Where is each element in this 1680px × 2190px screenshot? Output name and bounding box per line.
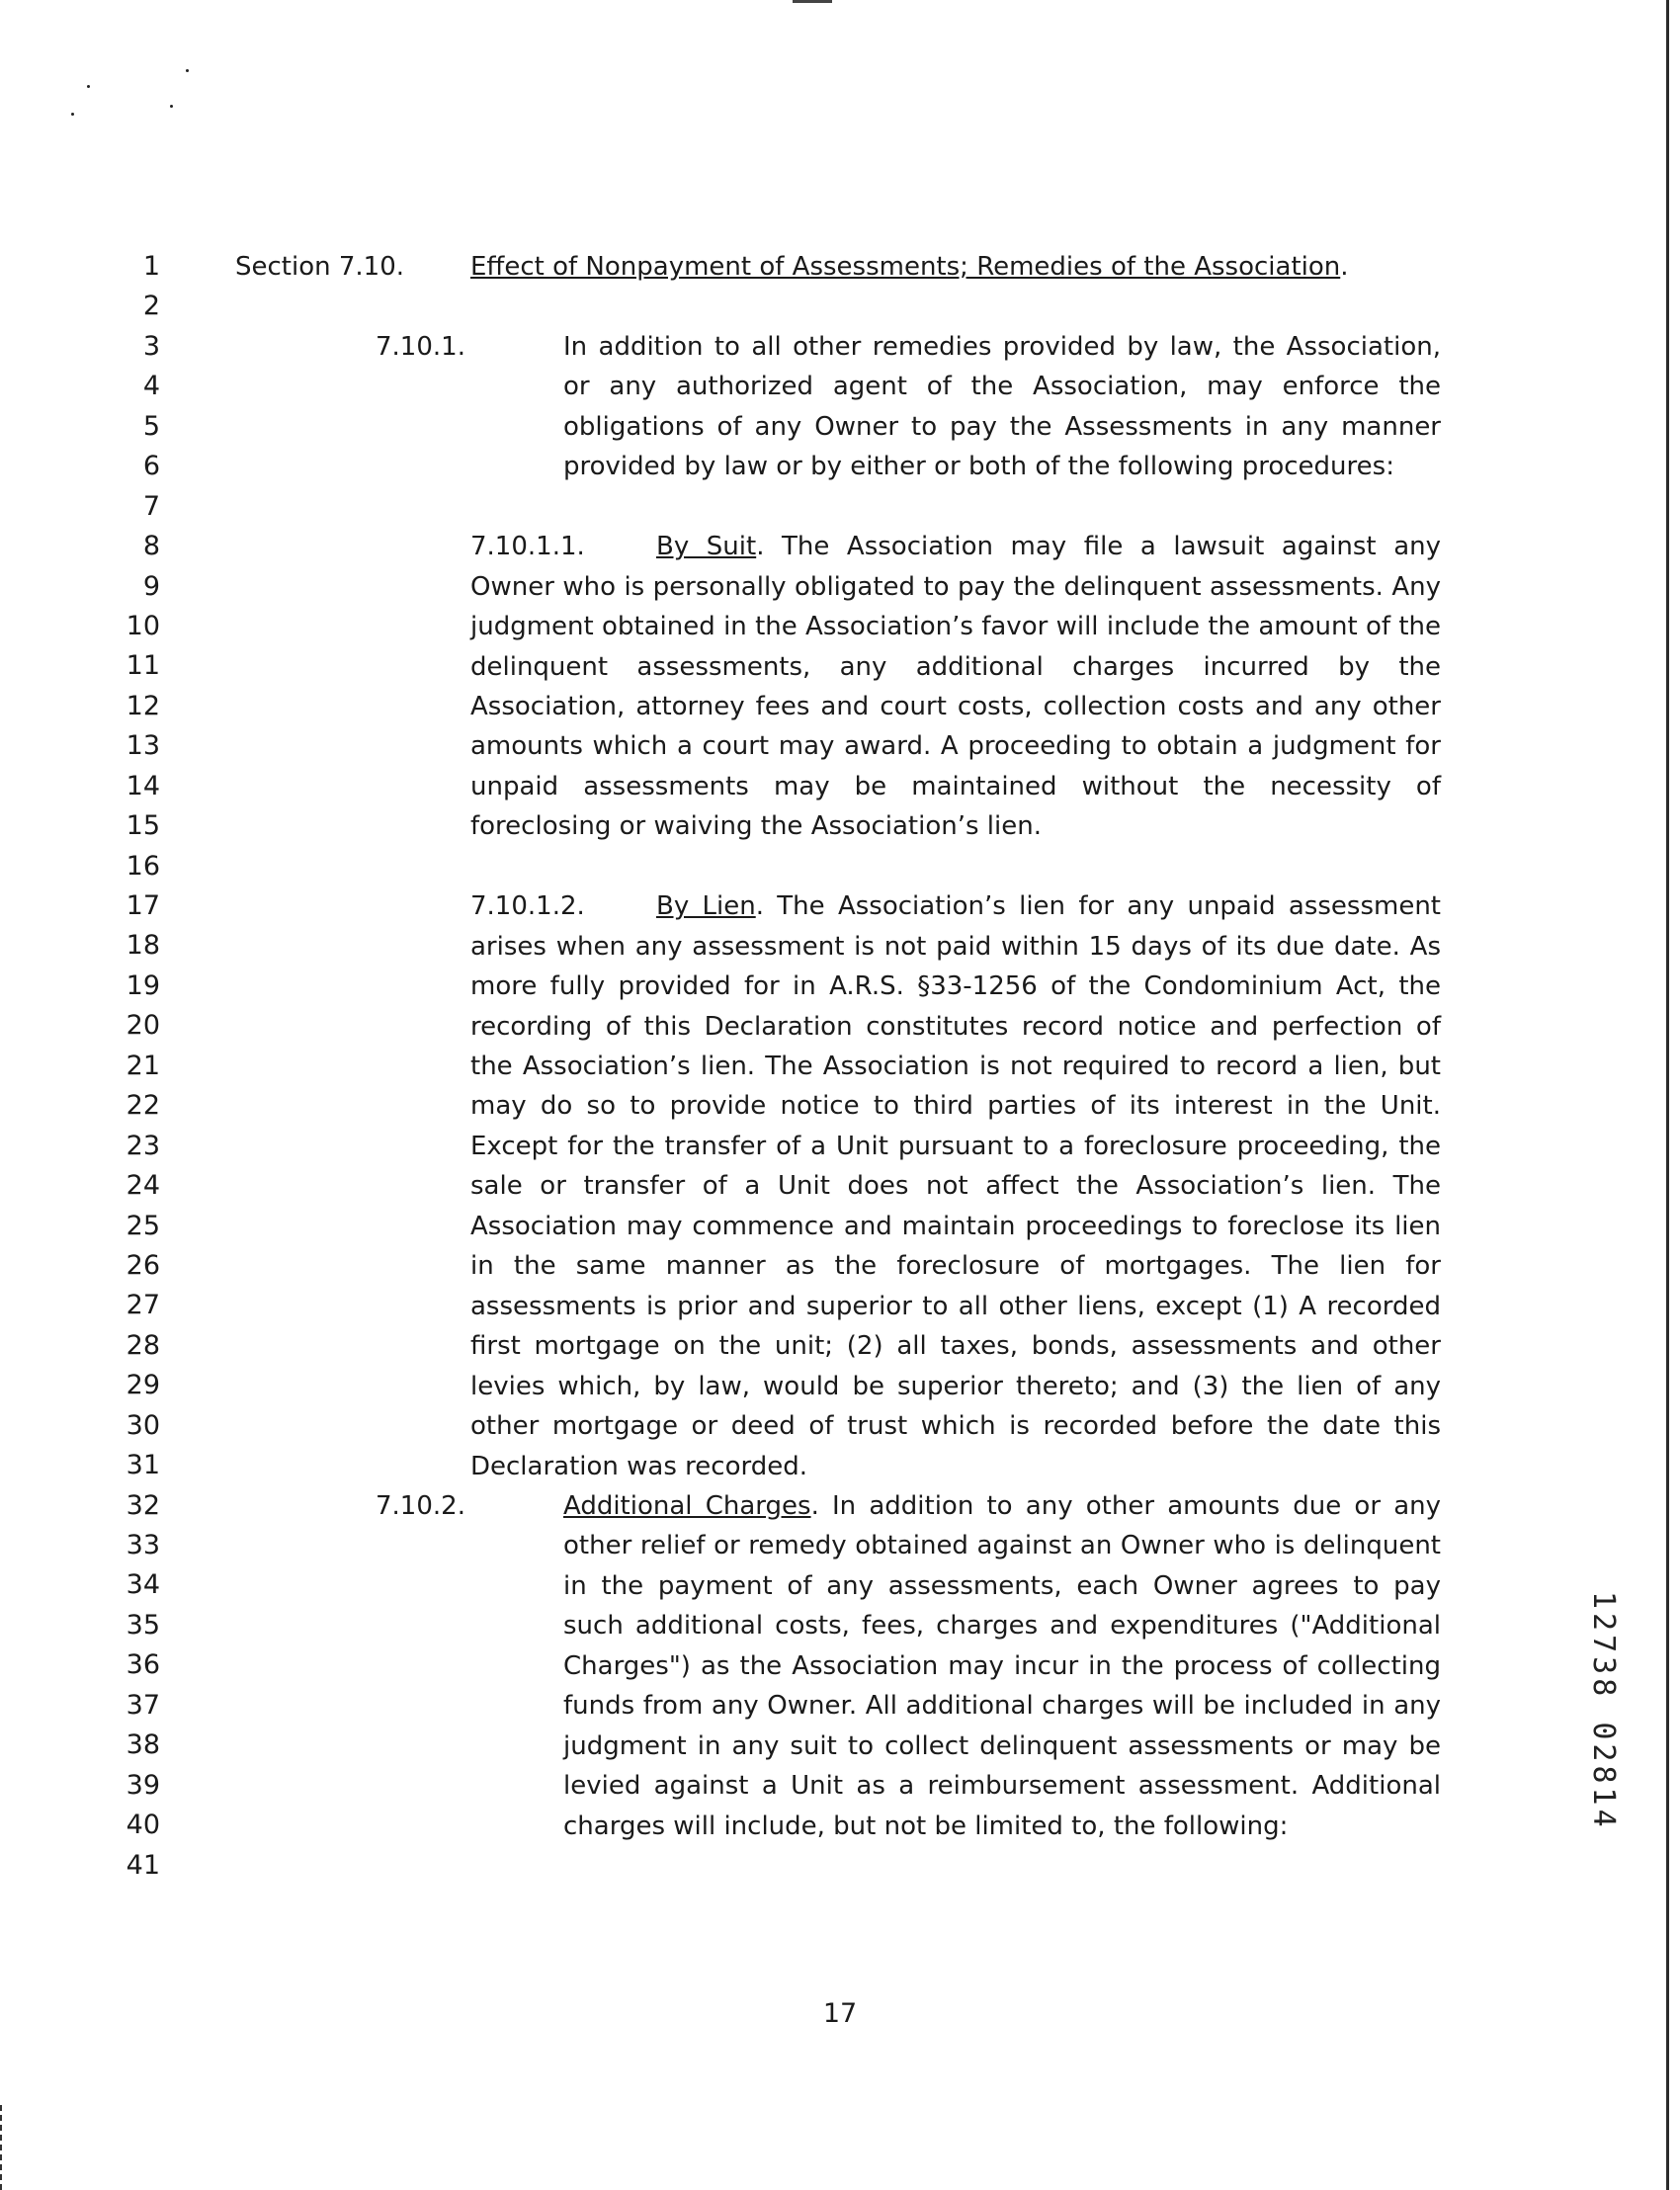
scan-speck	[87, 85, 90, 88]
line-number: 12	[126, 690, 160, 721]
line-number: 35	[126, 1609, 160, 1641]
line-number: 30	[126, 1409, 160, 1441]
line-number: 16	[126, 850, 160, 882]
line-number: 41	[126, 1849, 160, 1881]
line-number: 25	[126, 1210, 160, 1241]
line-number: 19	[126, 969, 160, 1001]
line-number: 2	[142, 291, 160, 322]
line-number: 27	[126, 1290, 160, 1321]
line-number: 37	[126, 1689, 160, 1721]
line-number: 39	[126, 1769, 160, 1801]
clause-number: 7.10.1.2.	[470, 891, 585, 922]
clause-paragraph	[470, 527, 1441, 847]
scan-speck	[170, 105, 173, 108]
line-number: 6	[142, 451, 160, 482]
line-number: 26	[126, 1249, 160, 1281]
clause-number: 7.10.1.	[376, 331, 465, 362]
line-number: 29	[126, 1370, 160, 1401]
line-number: 8	[142, 531, 160, 562]
line-number: 15	[126, 810, 160, 842]
line-numbers	[99, 247, 160, 1886]
line-number: 13	[126, 730, 160, 762]
line-number: 33	[126, 1530, 160, 1560]
scan-speck	[186, 69, 189, 72]
clause-heading: Additional Charges	[563, 1490, 811, 1521]
line-number: 23	[126, 1130, 160, 1161]
clause-text: In addition to all other remedies provided by law, the Association, or any authorized agent of the Association, may enforce the obligations of any Owner to pay the Assessments in any manner provided by law or by either or both of the following procedures:	[563, 331, 1441, 482]
recording-number: 12738 02814	[1586, 1591, 1621, 1831]
scan-edge	[1666, 0, 1669, 2190]
clause-number: 7.10.2.	[376, 1490, 465, 1521]
clause-text: . In addition to any other amounts due or any other relief or remedy obtained against an Owner who is delinquent in the payment of any assessments, each Owner agrees to pay such additional costs, fees, charges and expenditures ("Additional Charges") as the Association may incur in the process of collecting funds from any Owner. All additional charges will be included in any judgment in any suit to collect delinquent assessments or may be levied against a Unit as a reimbursement assessment. Additional charges will include, but not be limited to, the following:	[563, 1490, 1441, 1841]
clause-number: 7.10.1.1.	[470, 532, 585, 562]
section-title-line	[470, 247, 1349, 287]
line-number: 31	[126, 1450, 160, 1481]
clause-paragraph	[470, 886, 1441, 1486]
line-number: 36	[126, 1649, 160, 1681]
line-number: 40	[126, 1810, 160, 1841]
line-number: 11	[126, 650, 160, 682]
page-number: 17	[822, 1998, 858, 2029]
line-number: 10	[126, 610, 160, 641]
line-number: 3	[142, 330, 160, 362]
clause-text: . The Association’s lien for any unpaid assessment arises when any assessment is not paid within 15 days of its due date. As more fully provided for in A.R.S. §33-1256 of the Condominium Act, the recording of this Declaration constitutes record notice and perfection of the Association’s lien. The Association is not required to record a lien, but may do so to provide notice to third parties of its interest in the Unit. Except for the transfer of a Unit pursuant to a foreclosure proceeding, the sale or transfer of a Unit does not affect the Association’s lien. The Association may commence and maintain proceedings to foreclose its lien in the same manner as the foreclosure of mortgages. The lien for assessments is prior and superior to all other liens, except (1) A recorded first mortgage on the unit; (2) all taxes, bonds, assessments and other levies which, by law, would be superior thereto; and (3) the lien of any other mortgage or deed of trust which is recorded before the date this Declaration was recorded.	[470, 891, 1442, 1481]
line-number: 7	[142, 490, 160, 522]
line-number: 9	[142, 570, 160, 602]
line-number: 38	[126, 1729, 160, 1761]
line-number: 5	[142, 410, 160, 442]
clause-heading: By Suit	[656, 532, 757, 562]
clause-text: . The Association may file a lawsuit against any Owner who is personally obligated to pay the delinquent assessments. Any judgment obtained in the Association’s favor will include the amount of the delinquent assessments, any additional charges incurred by the Association, attorney fees and court costs, collection costs and any other amounts which a court may award. A proceeding to obtain a judgment for unpaid assessments may be maintained without the necessity of foreclosing or waiving the Association’s lien.	[470, 532, 1441, 842]
scan-mark	[793, 0, 832, 3]
line-number: 4	[142, 371, 160, 402]
line-number: 17	[126, 890, 160, 921]
clause-heading: By Lien	[656, 891, 756, 922]
recording-stamp	[1586, 1591, 1629, 1858]
scan-speck	[71, 113, 74, 116]
line-number: 28	[126, 1329, 160, 1361]
line-number: 22	[126, 1090, 160, 1122]
scan-mark	[0, 2105, 2, 2190]
line-number: 32	[126, 1489, 160, 1521]
line-number: 20	[126, 1010, 160, 1042]
line-number: 34	[126, 1569, 160, 1601]
line-number: 1	[142, 251, 160, 282]
section-title: Effect of Nonpayment of Assessments; Remedies of the Association	[470, 252, 1341, 282]
line-number: 24	[126, 1170, 160, 1202]
clause-paragraph	[563, 1486, 1441, 1846]
section-title-end: .	[1340, 252, 1349, 282]
line-number: 18	[126, 930, 160, 962]
section-number: Section 7.10.	[235, 252, 405, 282]
line-number: 21	[126, 1050, 160, 1081]
line-number: 14	[126, 770, 160, 801]
